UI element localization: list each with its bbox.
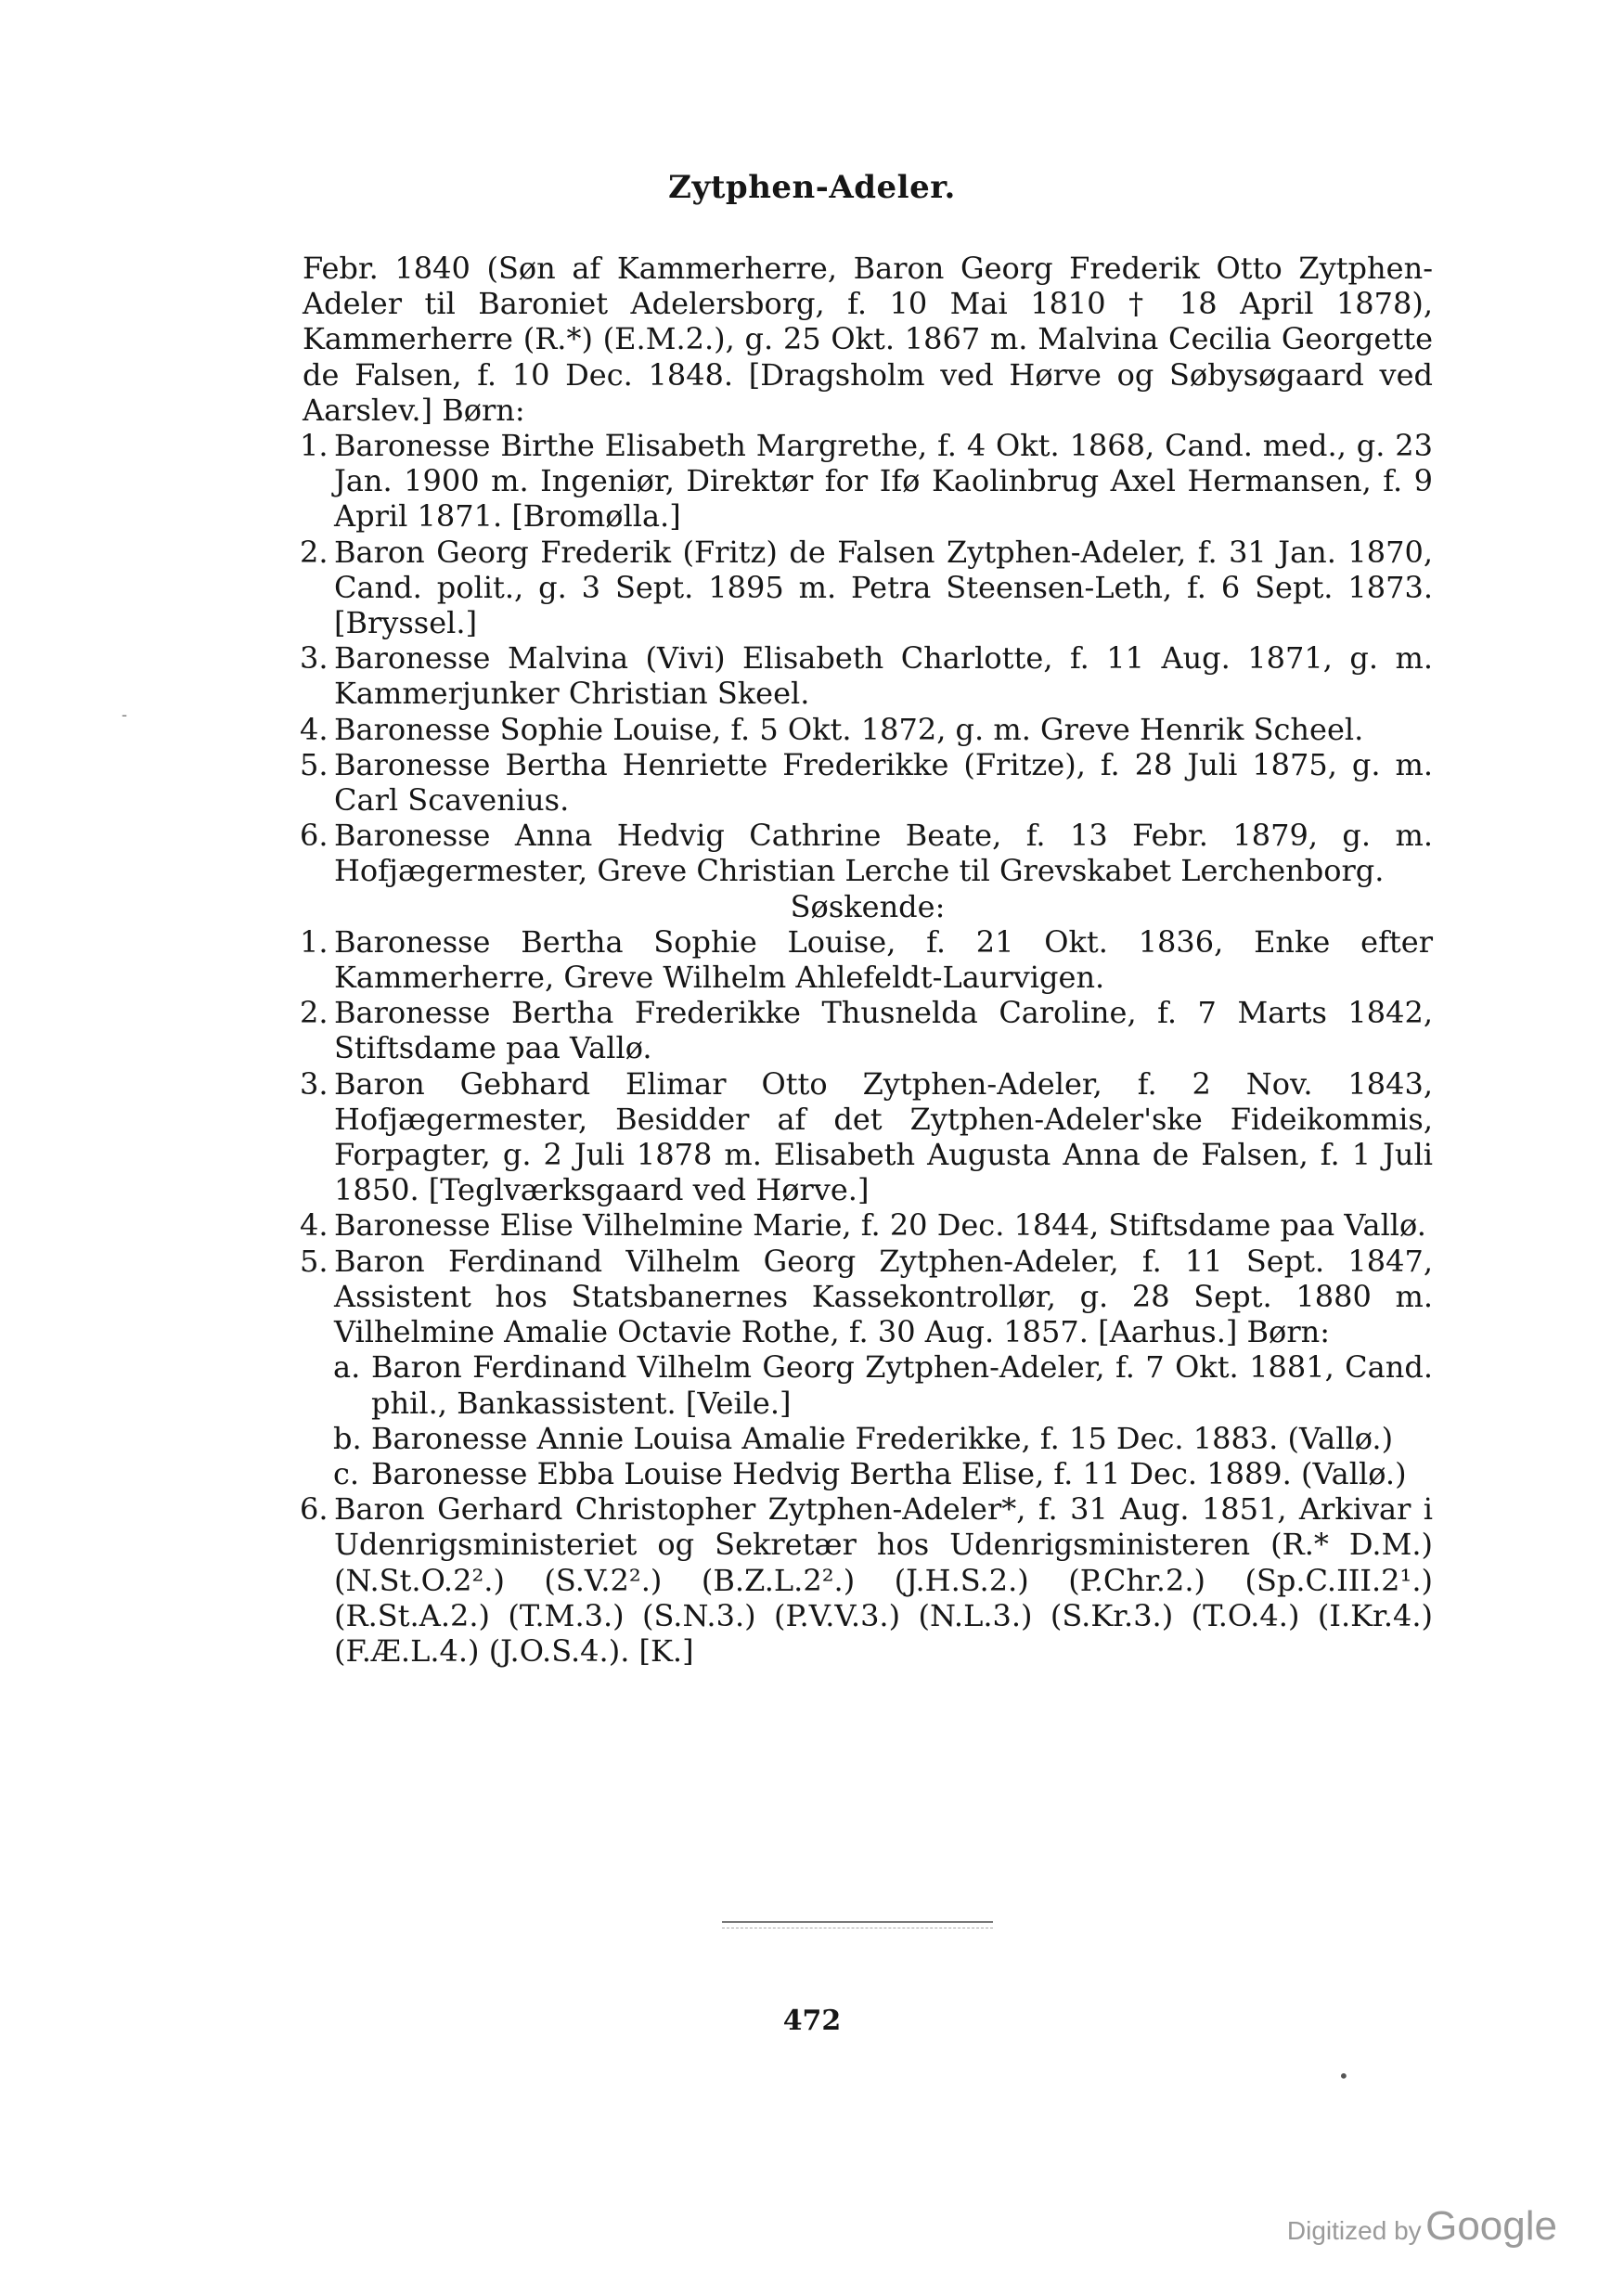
watermark-prefix: Digitized by: [1286, 2216, 1422, 2245]
page-title: Zytphen-Adeler.: [668, 169, 956, 206]
grandchildren-list: [303, 1349, 1433, 1491]
children-list: [300, 428, 1433, 889]
page-body: [300, 251, 1433, 1669]
list-item: c. Baronesse Ebba Louise Hedvig Bertha Elise, f. 11 Dec. 1889. (Vallø.): [333, 1455, 1407, 1491]
page-number: 472: [782, 2005, 842, 2037]
list-item: 4. Baronesse Elise Vilhelmine Marie, f. 20 Dec. 1844, Stiftsdame paa Vallø.: [300, 1207, 1426, 1244]
scan-speck: •: [1338, 2065, 1349, 2087]
list-item: 2. Baron Georg Frederik (Fritz) de Falsen Zytphen-Adeler, f. 31 Jan. 1870, Cand. polit., g. 3 Sept. 1895 m. Petra Steensen-Leth, f. 6 Sept. 1873. [Bryssel.]: [300, 534, 1433, 641]
list-item: 1. Baronesse Bertha Sophie Louise, f. 21 Okt. 1836, Enke efter Kammerherre, Greve Wilhelm Ahlefeldt-Laurvigen.: [300, 923, 1433, 996]
siblings-list: [300, 923, 1433, 1669]
divider-rule: [722, 1921, 993, 1923]
list-item: 1. Baronesse Birthe Elisabeth Margrethe, f. 4 Okt. 1868, Cand. med., g. 23 Jan. 1900 m. Ingeniør, Direktør for Ifø Kaolinbrug Axel Hermansen, f. 9 April 1871. [Bromølla.]: [300, 428, 1433, 535]
list-item: 5. Baron Ferdinand Vilhelm Georg Zytphen-Adeler, f. 11 Sept. 1847, Assistent hos Statsbanernes Kassekontrollør, g. 28 Sept. 1880 m. Vilhelmine Amalie Octavie Rothe, f. 30 Aug. 1857. [Aarhus.] Børn:: [300, 1243, 1433, 1350]
list-item: 5. Baronesse Bertha Henriette Frederikke (Fritze), f. 28 Juli 1875, g. m. Carl Scavenius.: [300, 746, 1433, 819]
scan-speck: -: [122, 705, 128, 725]
list-item: 3. Baronesse Malvina (Vivi) Elisabeth Charlotte, f. 11 Aug. 1871, g. m. Kammerjunker Christian Skeel.: [300, 640, 1433, 712]
list-item: 4. Baronesse Sophie Louise, f. 5 Okt. 1872, g. m. Greve Henrik Scheel.: [300, 711, 1364, 747]
siblings-heading: Søskende:: [790, 888, 946, 924]
list-item: b. Baronesse Annie Louisa Amalie Frederikke, f. 15 Dec. 1883. (Vallø.): [333, 1420, 1394, 1456]
list-item: 3. Baron Gebhard Elimar Otto Zytphen-Adeler, f. 2 Nov. 1843, Hofjægermester, Besidder af det Zytphen-Adeler'ske Fideikommis, Forpagter, g. 2 Juli 1878 m. Elisabeth Augusta Anna de Falsen, f. 1 Juli 1850. [Teglværksgaard ved Hørve.]: [300, 1065, 1433, 1208]
list-item: 6. Baronesse Anna Hedvig Cathrine Beate, f. 13 Febr. 1879, g. m. Hofjægermester, Greve Christian Lerche til Grevskabet Lerchenborg.: [300, 818, 1433, 889]
list-item: 2. Baronesse Bertha Frederikke Thusnelda Caroline, f. 7 Marts 1842, Stiftsdame paa Vallø.: [300, 995, 1433, 1066]
list-item: 6. Baron Gerhard Christopher Zytphen-Adeler*, f. 31 Aug. 1851, Arkivar i Udenrigsministeriet og Sekretær hos Udenrigsministeren (R.* D.M.) (N.St.O.2².) (S.V.2².) (B.Z.L.2².) (J.H.S.2.) (P.Chr.2.) (Sp.C.III.2¹.) (R.St.A.2.) (T.M.3.) (S.N.3.) (P.V.V.3.) (N.L.3.) (S.Kr.3.) (T.O.4.) (I.Kr.4.) (F.Æ.L.4.) (J.O.S.4.). [K.]: [300, 1491, 1433, 1669]
list-item: a. Baron Ferdinand Vilhelm Georg Zytphen-Adeler, f. 7 Okt. 1881, Cand. phil., Bankassistent. [Veile.]: [333, 1349, 1433, 1421]
digitized-watermark: [1287, 2203, 1557, 2250]
intro-paragraph: Febr. 1840 (Søn af Kammerherre, Baron Georg Frederik Otto Zytphen-Adeler til Baroniet Adelersborg, f. 10 Mai 1810 † 18 April 1878), Kammerherre (R.*) (E.M.2.), g. 25 Okt. 1867 m. Malvina Cecilia Georgette de Falsen, f. 10 Dec. 1848. [Dragsholm ved Hørve og Søbysøgaard ved Aarslev.] Børn:: [303, 251, 1433, 428]
watermark-brand: Google: [1425, 2203, 1557, 2249]
